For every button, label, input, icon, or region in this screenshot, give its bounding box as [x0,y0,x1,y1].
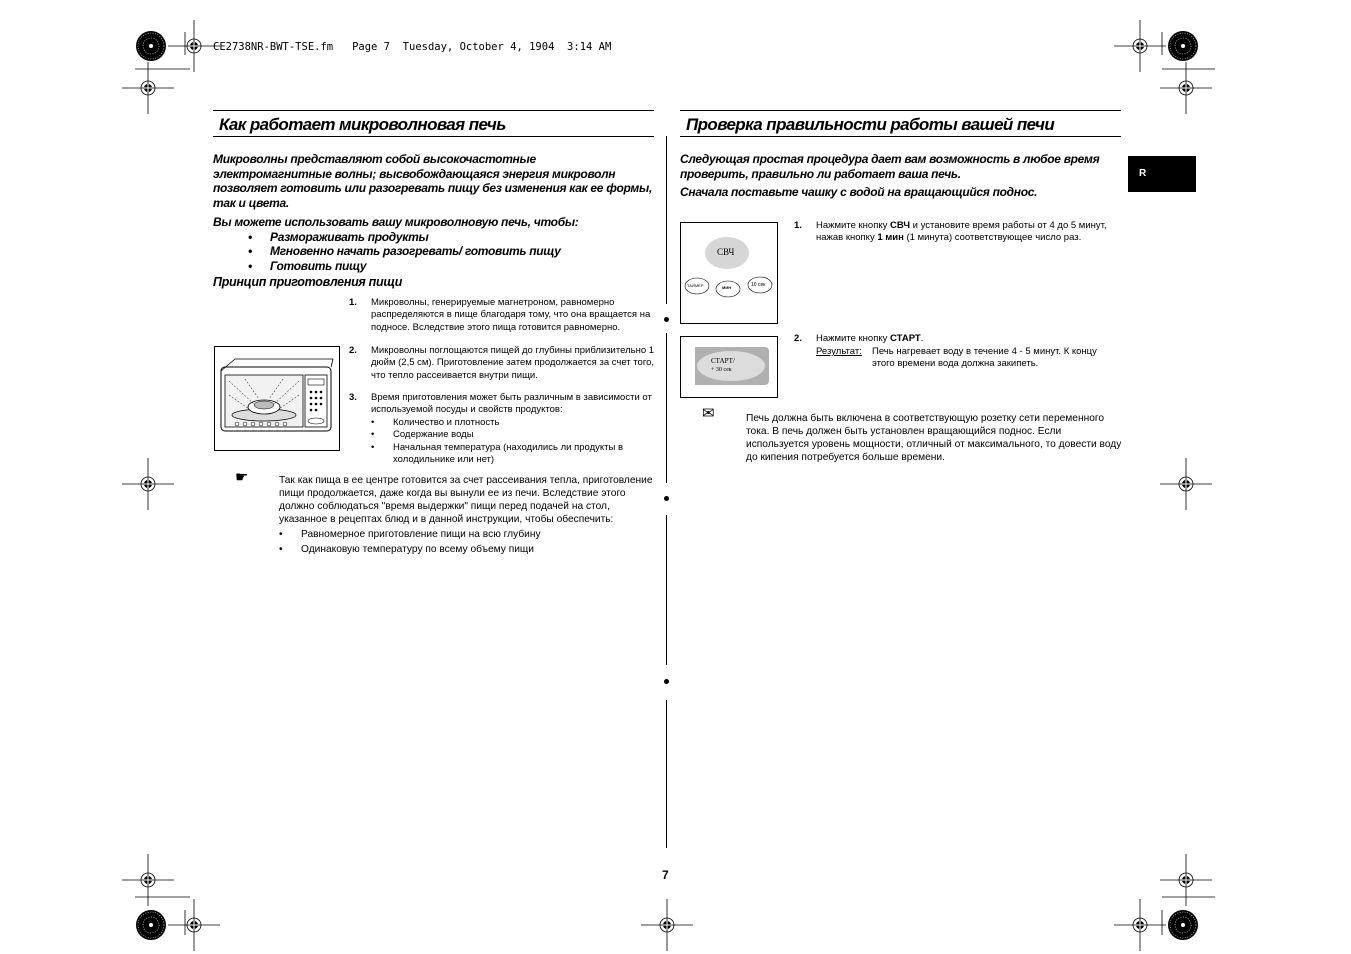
result-label: Результат: [816,346,862,357]
page-number: 7 [662,868,669,882]
note-bullets [279,528,654,556]
list-item: • Содержание воды [371,429,659,441]
column-divider [666,333,667,483]
intro-left [213,152,653,273]
list-item: • Готовить пищу [213,259,653,274]
intro-paragraph: Сначала поставьте чашку с водой на вращающийся поднос. [680,185,1038,199]
section-title-check-oven: Проверка правильности работы вашей печи [680,110,1121,137]
section-title-how-it-works: Как работает микроволновая печь [213,110,654,137]
min-button-label: МИН [722,285,732,290]
list-item: • Количество и плотность [371,417,659,429]
result-text: Печь нагревает воду в течение 4 - 5 минут. К концу этого времени вода должна закипеть. [872,346,1097,370]
start-button-label: СТАРТ/ [711,357,735,365]
control-panel-illustration-2 [680,336,778,398]
list-item: • Размораживать продукты [213,230,653,245]
step3-bullets [371,417,659,467]
column-divider [666,515,667,665]
column-divider [666,136,667,304]
pointing-hand-icon: ☛ [235,469,249,486]
envelope-icon: ✉ [702,405,715,422]
intro-paragraph: Микроволны представляют собой высокочастотные электромагнитные волны; высвобождающаяся энергия микроволн позволяет готовить или разогревать пищу без изменения как ее формы, так и цвета. [213,152,652,210]
divider-dot [664,679,669,684]
svch-button-label: СВЧ [717,247,735,257]
list-item: • Мгновенно начать разогревать/ готовить пищу [213,244,653,259]
uses-heading: Вы можете использовать вашу микроволновую печь, чтобы: [213,215,579,229]
control-panel-illustration-1 [680,222,778,324]
intro-paragraph: Следующая простая процедура дает вам возможность в любое время проверить, правильно ли работает ваша печь. [680,152,1100,181]
uses-list [213,230,653,274]
sec-button-label: 10 сек [751,282,766,288]
list-item: • Равномерное приготовление пищи на всю глубину [279,528,654,541]
language-tab: R [1128,156,1196,192]
note-left: Так как пища в ее центре готовится за счет рассеивания тепла, приготовление пищи продолжается, даже когда вы вынули ее из печи. Вследствие этого должно соблюдаться "время выдержки" пищи перед подачей на стол, указанное в рецептах блюд и в данной инструкции, чтобы обеспечить: • Равномерное приготовление пищи на всю глубину • Одинаковую температуру по всему объему пищи [279,474,654,558]
timer-button-label: ТАЙМЕР [687,283,704,288]
start-button-sub: + 30 сек [711,367,732,373]
note-right: Печь должна быть включена в соответствующую розетку сети переменного тока. В печь должен быть установлен вращающийся поднос. Если используется уровень мощности, отличный от максимального, то довести воду до кипения потребуется больше времени. [746,413,1122,463]
divider-dot [664,317,669,322]
list-item: • Одинаковую температуру по всему объему пищи [279,543,654,556]
intro-right [680,152,1120,200]
column-divider [666,700,667,848]
file-header: CE2738NR-BWT-TSE.fm Page 7 Tuesday, October 4, 1904 3:14 AM [213,41,612,53]
microwave-illustration [214,346,340,451]
list-item: • Начальная температура (находились ли продукты в холодильнике или нет) [371,442,659,467]
divider-dot [664,496,669,501]
principle-title: Принцип приготовления пищи [213,275,403,289]
